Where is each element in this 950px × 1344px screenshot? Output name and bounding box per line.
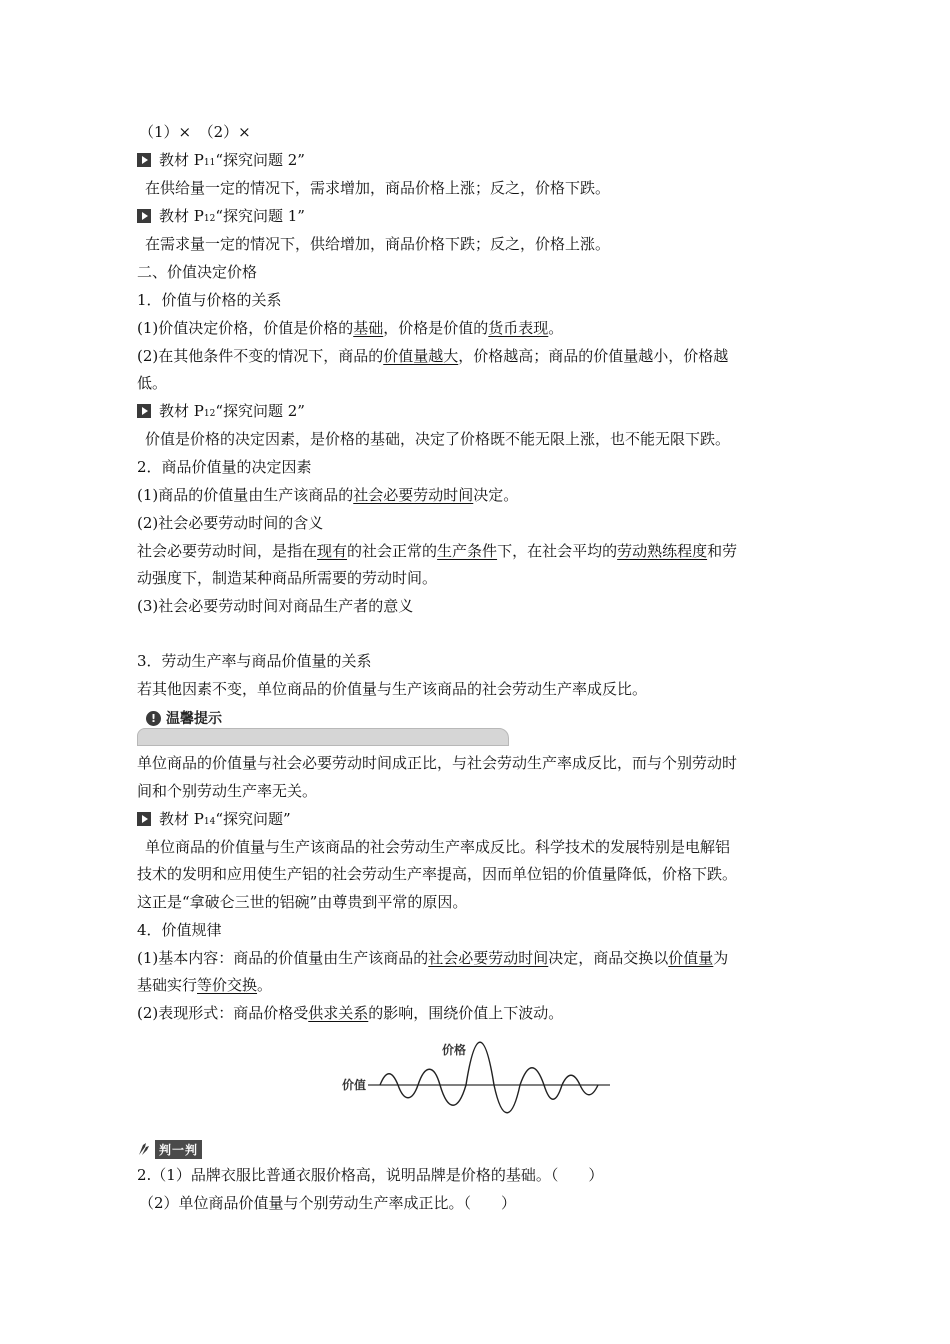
play-icon	[137, 812, 151, 826]
textbook-ref-1: 教材 P11“探究问题 2”	[137, 150, 305, 170]
textbook-ref-4-text-1: 单位商品的价值量与生产该商品的社会劳动生产率成反比。科学技术的发展特别是电解铝	[145, 838, 731, 856]
textbook-ref-3: 教材 P12“探究问题 2”	[137, 401, 305, 421]
price-fluctuation-curve	[380, 1042, 598, 1113]
judge-title: 判一判	[155, 1140, 202, 1159]
textbook-ref-3-text: 价值是价格的决定因素，是价格的基础，决定了价格既不能无限上涨，也不能无限下跌。	[145, 430, 731, 448]
exclamation-icon: !	[146, 711, 161, 726]
subsection-1-title: 1．价值与价格的关系	[137, 291, 282, 309]
s2-paragraph-3-cont: 动强度下，制造某种商品所需要的劳动时间。	[137, 569, 438, 587]
textbook-ref-1-text: 在供给量一定的情况下，需求增加，商品价格上涨；反之，价格下跌。	[145, 179, 611, 197]
tip-title: 温馨提示	[166, 711, 222, 727]
s4-paragraph-1-cont: 基础实行等价交换。	[137, 976, 273, 994]
play-icon	[137, 153, 151, 167]
s2-paragraph-3: 社会必要劳动时间，是指在现有的社会正常的生产条件下，在社会平均的劳动熟练程度和劳	[137, 542, 738, 560]
textbook-ref-4-text-2: 技术的发明和应用使生产铝的社会劳动生产率提高，因而单位铝的价值量降低，价格下跌。	[137, 865, 738, 883]
textbook-ref-4: 教材 P14“探究问题”	[137, 809, 291, 829]
tip-text-1: 单位商品的价值量与社会必要劳动时间成正比，与社会劳动生产率成反比，而与个别劳动时	[137, 754, 738, 772]
s2-paragraph-4: (3)社会必要劳动时间对商品生产者的意义	[137, 597, 414, 615]
value-label: 价值	[342, 1078, 367, 1092]
subsection-3-title: 3．劳动生产率与商品价值量的关系	[137, 652, 372, 670]
s4-paragraph-2: (2)表现形式：商品价格受供求关系的影响，围绕价值上下波动。	[137, 1004, 564, 1022]
subsection-4-title: 4．价值规律	[137, 921, 222, 939]
textbook-ref-4-text-3: 这正是“拿破仑三世的铝碗”由尊贵到平常的原因。	[137, 893, 468, 911]
play-icon	[137, 209, 151, 223]
tip-header	[146, 708, 222, 728]
judge-header	[137, 1139, 202, 1159]
s1-paragraph-2: (2)在其他条件不变的情况下，商品的价值量越大，价格越高；商品的价值量越小，价格越	[137, 347, 729, 365]
tip-divider-bar	[137, 728, 509, 746]
s3-paragraph-1: 若其他因素不变，单位商品的价值量与生产该商品的社会劳动生产率成反比。	[137, 680, 648, 698]
answers-line: （1）× （2）×	[139, 123, 251, 141]
textbook-ref-2: 教材 P12“探究问题 1”	[137, 206, 305, 226]
s2-paragraph-2: (2)社会必要劳动时间的含义	[137, 514, 324, 532]
price-value-diagram	[330, 1030, 620, 1130]
price-label: 价格	[442, 1043, 467, 1057]
pen-icon	[137, 1141, 153, 1157]
s2-paragraph-1: (1)商品的价值量由生产该商品的社会必要劳动时间决定。	[137, 486, 519, 504]
s4-paragraph-1: (1)基本内容：商品的价值量由生产该商品的社会必要劳动时间决定，商品交换以价值量为	[137, 949, 729, 967]
play-icon	[137, 404, 151, 418]
s1-paragraph-2-cont: 低。	[137, 374, 168, 392]
judge-question-1: 2.（1）品牌衣服比普通衣服价格高，说明品牌是价格的基础。（ ）	[137, 1166, 604, 1184]
section-title: 二、价值决定价格	[137, 263, 258, 281]
subsection-2-title: 2．商品价值量的决定因素	[137, 458, 312, 476]
judge-question-2: （2）单位商品价值量与个别劳动生产率成正比。（ ）	[139, 1194, 517, 1212]
s1-paragraph-1: (1)价值决定价格，价值是价格的基础，价格是价值的货币表现。	[137, 319, 564, 337]
tip-text-2: 间和个别劳动生产率无关。	[137, 782, 318, 800]
textbook-ref-2-text: 在需求量一定的情况下，供给增加，商品价格下跌；反之，价格上涨。	[145, 235, 611, 253]
